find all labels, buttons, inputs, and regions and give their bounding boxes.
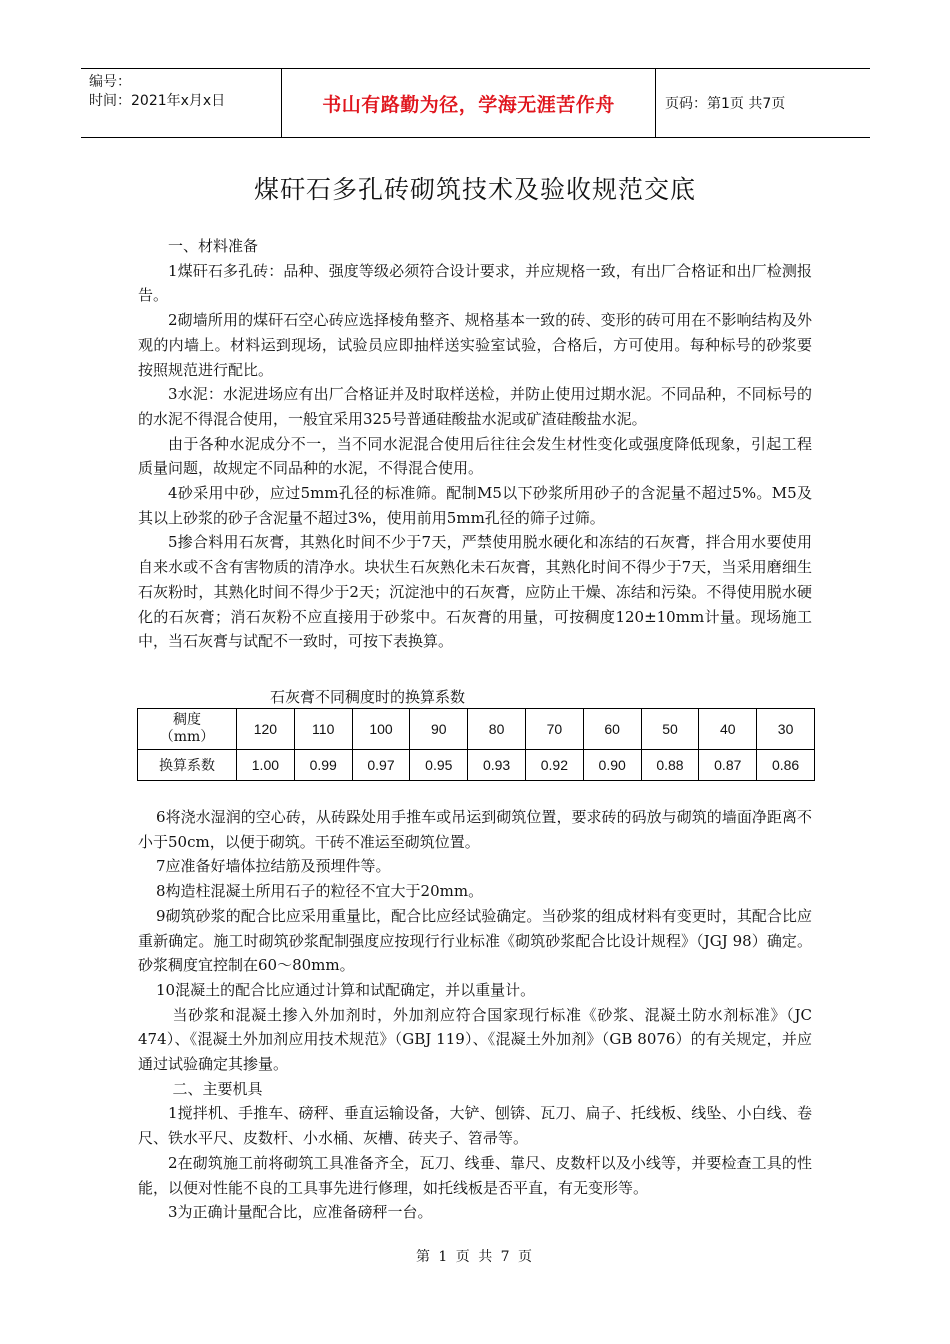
header-motto: 书山有路勤为径，学海无涯苦作舟 [281, 69, 656, 137]
document-title: 煤矸石多孔砖砌筑技术及验收规范交底 [253, 175, 696, 204]
paragraph: 当砂浆和混凝土掺入外加剂时，外加剂应符合国家现行标准《砂浆、混凝土防水剂标准》（JC 474）、《混凝土外加剂应用技术规范》（GBJ 119）、《混凝土外加剂》（GB 8076）的有关规定，并应通过试验确定其掺量。 [138, 1005, 812, 1074]
paragraph: 10混凝土的配合比应通过计算和试配确定，并以重量计。 [156, 980, 536, 999]
paragraph: 9砌筑砂浆的配合比应采用重量比，配合比应经试验确定。当砂浆的组成材料有变更时，其配合比应重新确定。施工时砌筑砂浆配制强度应按现行行业标准《砌筑砂浆配合比设计规程》（JGJ 98）确定。砂浆稠度宜控制在60～80mm。 [138, 906, 812, 975]
table-cell: 100 [352, 709, 410, 750]
paragraph: 8构造柱混凝土所用石子的粒径不宜大于20mm。 [156, 882, 484, 901]
table-row-consistency [138, 709, 815, 750]
table-caption: 石灰膏不同稠度时的换算系数 [270, 688, 466, 706]
section-materials-continued [138, 805, 812, 1225]
table-header-cell: 稠度 （mm） [138, 709, 237, 750]
header-meta [89, 73, 279, 111]
paragraph: 1煤矸石多孔砖：品种、强度等级必须符合设计要求，并应规格一致，有出厂合格证和出厂检测报告。 [138, 261, 812, 305]
header-page-info: 页码：第1页 共7页 [665, 96, 786, 112]
conversion-table [137, 708, 815, 781]
table-header-cell: 换算系数 [138, 750, 237, 781]
table-cell: 0.95 [410, 750, 468, 781]
page-header [81, 68, 870, 138]
table-cell: 70 [525, 709, 583, 750]
table-cell: 50 [641, 709, 699, 750]
paragraph: 5掺合料用石灰膏，其熟化时间不少于7天，严禁使用脱水硬化和冻结的石灰膏，拌合用水要使用自来水或不含有害物质的清净水。块状生石灰熟化未石灰膏，其熟化时间不得少于7天，当采用磨细生石灰粉时，其熟化时间不得少于2天；沉淀池中的石灰膏，应防止干燥、冻结和污染。不得使用脱水硬化的石灰膏；消石灰粉不应直接用于砂浆中。石灰膏的用量，可按稠度120±10mm计量。现场施工中，当石灰膏与试配不一致时，可按下表换算。 [138, 533, 812, 651]
table-cell: 0.87 [699, 750, 757, 781]
table-cell: 60 [583, 709, 641, 750]
paragraph: 2在砌筑施工前将砌筑工具准备齐全，瓦刀、线垂、靠尺、皮数杆以及小线等，并要检查工具的性能，以便对性能不良的工具事先进行修理，如托线板是否平直，有无变形等。 [138, 1153, 812, 1197]
header-number: 编号： [89, 74, 131, 90]
paragraph: 4砂采用中砂，应过5mm孔径的标准筛。配制M5以下砂浆所用砂子的含泥量不超过5%。M5及其以上砂浆的砂子含泥量不超过3%，使用前用5mm孔径的筛子过筛。 [138, 484, 812, 527]
paragraph: 3为正确计量配合比，应准备磅秤一台。 [168, 1203, 433, 1222]
paragraph: 6将浇水湿润的空心砖，从砖跺处用手推车或吊运到砌筑位置，要求砖的码放与砌筑的墙面净距离不小于50cm，以便于砌筑。干砖不准运至砌筑位置。 [138, 808, 812, 851]
table-cell: 0.99 [294, 750, 352, 781]
table-cell: 0.93 [468, 750, 526, 781]
table-cell: 90 [410, 709, 468, 750]
table-cell: 0.97 [352, 750, 410, 781]
table-cell: 80 [468, 709, 526, 750]
paragraph: 3水泥：水泥进场应有出厂合格证并及时取样送检，并防止使用过期水泥。不同品种，不同标号的的水泥不得混合使用，一般宜采用325号普通硅酸盐水泥或矿渣硅酸盐水泥。 [138, 385, 812, 428]
table-cell: 120 [237, 709, 295, 750]
section-materials [138, 234, 812, 654]
table-cell: 110 [294, 709, 352, 750]
paragraph: 由于各种水泥成分不一，当不同水泥混合使用后往往会发生材性变化或强度降低现象，引起工程质量问题，故规定不同品种的水泥，不得混合使用。 [138, 434, 812, 478]
table-cell: 0.88 [641, 750, 699, 781]
paragraph: 1搅拌机、手推车、磅秤、垂直运输设备，大铲、刨锛、瓦刀、扁子、托线板、线坠、小白线、卷尺、铁水平尺、皮数杆、小水桶、灰槽、砖夹子、笤帚等。 [138, 1104, 812, 1148]
table-cell: 40 [699, 709, 757, 750]
paragraph: 7应准备好墙体拉结筋及预埋件等。 [156, 857, 391, 876]
table-cell: 0.92 [525, 750, 583, 781]
table-cell: 0.90 [583, 750, 641, 781]
header-date: 时间：2021年x月x日 [89, 93, 226, 109]
table-cell: 1.00 [237, 750, 295, 781]
table-cell: 30 [757, 709, 815, 750]
table-row-coefficient [138, 750, 815, 781]
paragraph: 2砌墙所用的煤矸石空心砖应选择棱角整齐、规格基本一致的砖、变形的砖可用在不影响结构及外观的内墙上。材料运到现场，试验员应即抽样送实验室试验，合格后，方可使用。每种标号的砂浆要按照规范进行配比。 [138, 311, 812, 379]
section-heading: 一、材料准备 [168, 237, 259, 255]
section-heading: 二、主要机具 [172, 1079, 263, 1098]
page-footer: 第 1 页 共 7 页 [415, 1249, 535, 1265]
table-cell: 0.86 [757, 750, 815, 781]
